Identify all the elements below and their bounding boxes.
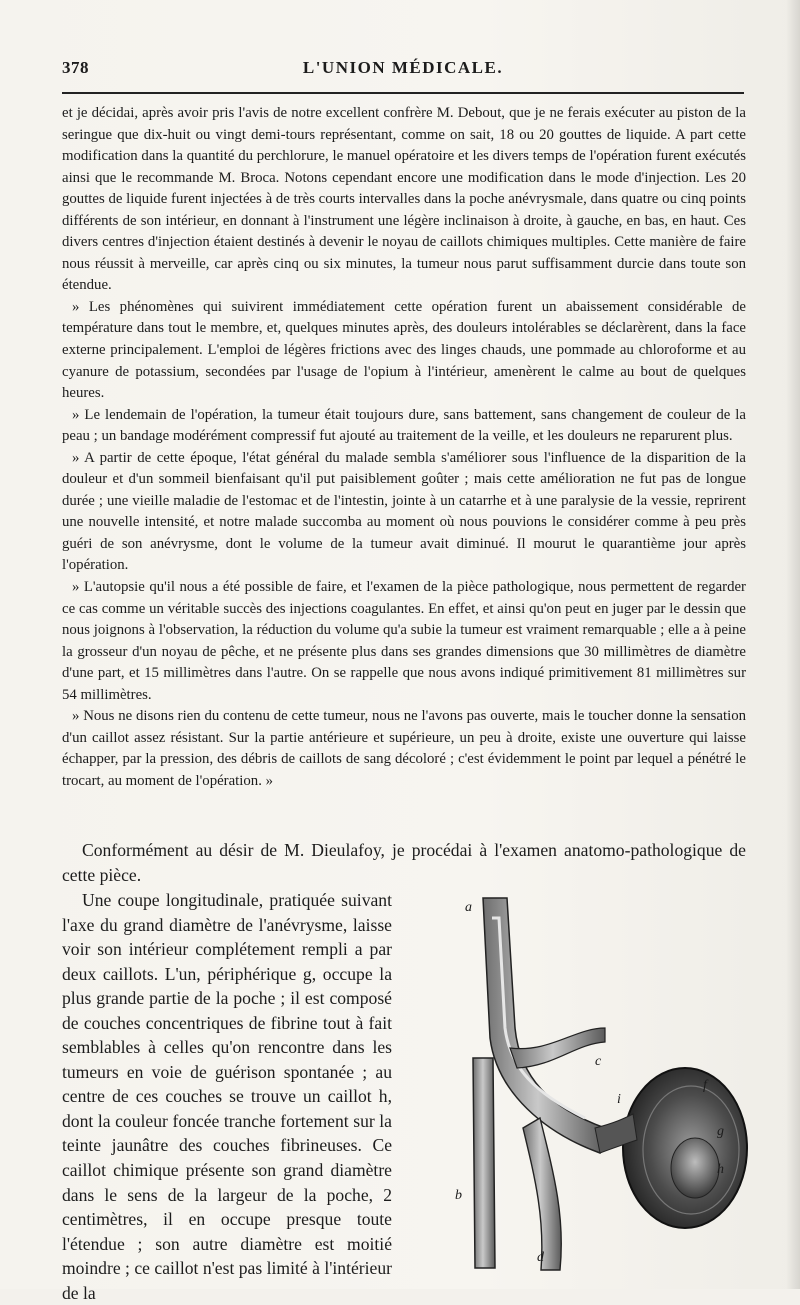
body-text [62,103,746,793]
aneurysm-illustration [455,878,755,1278]
paragraph-4: » A partir de cette époque, l'état général du malade sembla s'améliorer sous l'influence de la disparition de la douleur et d'un sommeil bienfaisant qu'il put paisiblement goûter ; mais cette amélioration ne fut pas de longue durée ; une vieille maladie de l'estomac et de l'intestin, jointe à un catarrhe et à une paralysie de la vessie, reprirent une nouvelle intensité, et notre malade succomba au moment où nous pouvions le considérer comme à peu près guéri de son anévrysme, dont le volume de la tumeur avait diminué. Il mourut le quarantième jour après l'opération. [62,449,746,574]
paragraph-2: » Les phénomènes qui suivirent immédiatement cette opération furent un abaissement considérable de température dans tout le membre, et, quelques minutes après, des douleurs intolérables se déclarèrent, dans la face externe principalement. L'emploi de légères frictions avec des linges chauds, une pommade au chloroforme et au cyanure de potassium, secondées par l'usage de l'opium à l'intérieur, amenèrent le calme au bout de quelques heures. [62,298,746,402]
branch-vessel [510,1028,605,1068]
figure-label-i: i [617,1092,621,1107]
paragraph-1: et je décidai, après avoir pris l'avis de notre excellent confrère M. Debout, que je ne ferais exécuter au piston de la seringue que dix-huit ou vingt demi-tours représentant, comme on sait, 18 ou 20 gouttes de liquide. A part cette modification dans la quantité du perchlorure, le manuel opératoire et les divers temps de l'opération furent exécutés ainsi que le recommande M. Broca. Notons cependant encore une modification dans le mode d'injection. Les 20 gouttes de liquide furent injectées à de très courts intervalles dans la poche anévrysmale, dans quatre ou cinq points différents de son intérieur, en donnant à l'instrument une légère inclinaison à droite, à gauche, en bas, en haut. Ces divers centres d'injection étaient destinés à devenir le noyau de caillots chimiques multiples. Cette manière de faire nous réussit à merveille, car après cinq ou six minutes, la tumeur nous parut suffisamment durcie dans toute son étendue. [62,105,746,294]
figure-label-g: g [717,1124,724,1139]
paragraph-6: » Nous ne disons rien du contenu de cette tumeur, nous ne l'avons pas ouverte, mais le toucher donne la sensation d'un caillot assez résistant. Sur la partie antérieure et supérieure, un peu à droite, existe une ouverture qui laisse échapper, par la pression, des débris de caillots de sang décoloré ; c'est évidemment le point par lequel a pénétré le trocart, au moment de l'opération. » [62,708,746,789]
page-header [62,58,744,84]
paragraph-3: » Le lendemain de l'opération, la tumeur était toujours dure, sans battement, sans changement de couleur de la peau ; un bandage modérément compressif fut ajouté au traitement de la veille, et les douleurs ne reparurent plus. [62,406,746,445]
lower-vessel [523,1118,561,1270]
figure-label-a: a [465,900,472,915]
running-title: L'UNION MÉDICALE. [302,58,504,77]
page-edge-shadow [786,0,800,1289]
figure-label-c: c [595,1054,602,1069]
figure-label-b: b [455,1188,462,1203]
figure-label-d: d [537,1250,544,1265]
paragraph-5: » L'autopsie qu'il nous a été possible de faire, et l'examen de la pièce pathologique, nous permettent de regarder ce cas comme un véritable succès des injections coagulantes. En effet, et ainsi qu'on peut en juger par le dessin que nous joignons à l'observation, la réduction du volume qu'a subie la tumeur est vraiment remarquable ; elle a à peine la grosseur d'un noyau de pêche, et ne présente plus dans ses grandes dimensions que 30 millimètres de diamètre d'une part, et 15 millimètres dans l'autre. On se rappelle que nous avons indiqué primitivement 81 millimètres sur 54 millimètres. [62,579,746,703]
examination-paragraph: Une coupe longitudinale, pratiquée suivant l'axe du grand diamètre de l'anévrysme, laisse voir son intérieur complétement rempli a par deux caillots. L'un, périphérique g, occupe la plus grande partie de la poche ; il est composé de couches concentriques de fibrine tout à fait semblables à celles qu'on rencontre dans les tumeurs en voie de guérison spontanée ; au centre de ces couches se trouve un caillot h, dont la couleur foncée tranche fortement sur la teinte jaunâtre des couches fibrineuses. Ce caillot chimique présente son grand diamètre dans le sens de la largeur de la poche, 2 centimètres, il en occupe presque toute l'étendue ; son autre diamètre est moitié moindre ; ce caillot n'est pas limité à l'intérieur de la [62,890,392,1303]
examination-lead: Conformément au désir de M. Dieulafoy, je procédai à l'examen anatomo-pathologique de cette pièce. [62,840,746,885]
page-number: 378 [62,58,89,77]
header-rule [62,92,744,94]
figure-label-f: f [703,1078,707,1093]
aneurysm-figure [455,878,755,1278]
chemical-clot [671,1138,719,1198]
examination-column [62,888,392,1305]
figure-label-h: h [717,1162,724,1177]
vein-b [473,1058,495,1268]
